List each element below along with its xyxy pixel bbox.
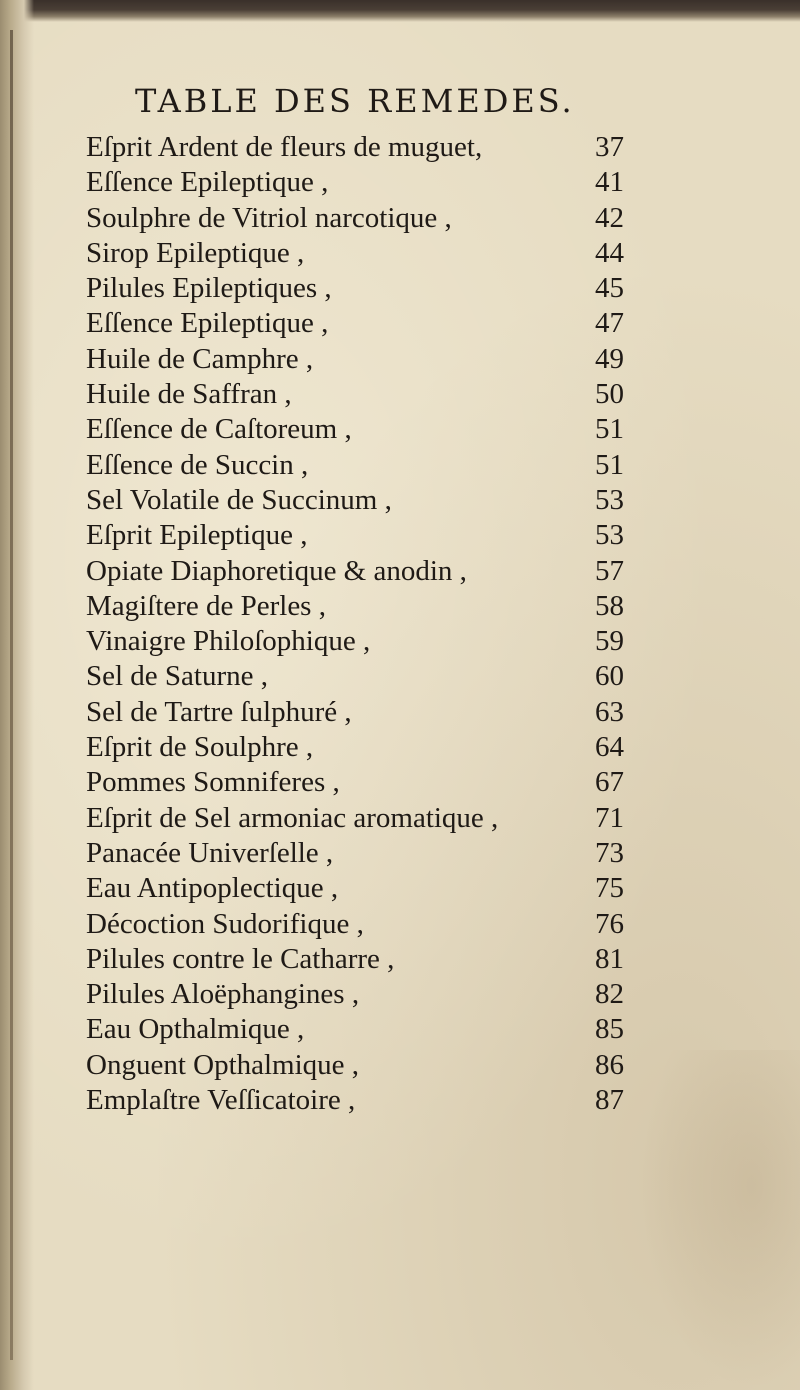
remedy-name: Eſſence Epileptique , <box>86 166 329 199</box>
remedy-name: Huile de Camphre , <box>86 342 314 375</box>
toc-entry <box>0 1083 800 1118</box>
remedy-name: Sirop Epileptique , <box>86 236 305 269</box>
remedy-name: Opiate Diaphoretique & anodin , <box>86 554 467 587</box>
toc-entry <box>0 342 800 377</box>
remedy-name: Onguent Opthalmique , <box>86 1048 360 1081</box>
page-number: 87 <box>595 1084 624 1117</box>
toc-entry <box>0 730 800 765</box>
toc-entry <box>0 695 800 730</box>
toc-entry <box>0 412 800 447</box>
page-number: 63 <box>595 695 624 728</box>
page-number: 59 <box>595 625 624 658</box>
remedy-name: Eſprit Epileptique , <box>86 519 308 552</box>
page-number: 51 <box>595 413 624 446</box>
remedy-name: Pilules Epileptiques , <box>86 272 332 305</box>
toc-entry <box>0 483 800 518</box>
page-number: 51 <box>595 448 624 481</box>
page-number: 86 <box>595 1048 624 1081</box>
remedy-name: Décoction Sudorifique , <box>86 907 364 940</box>
toc-entry <box>0 130 800 165</box>
page-number: 49 <box>595 342 624 375</box>
page-number: 64 <box>595 731 624 764</box>
page-number: 81 <box>595 942 624 975</box>
toc-entry <box>0 518 800 553</box>
toc-entry <box>0 554 800 589</box>
toc-entry <box>0 589 800 624</box>
remedy-name: Panacée Univerſelle , <box>86 836 334 869</box>
page-number: 85 <box>595 1013 624 1046</box>
page-number: 53 <box>595 483 624 516</box>
toc-entry <box>0 659 800 694</box>
toc-entry <box>0 624 800 659</box>
page-number: 44 <box>595 236 624 269</box>
remedies-table <box>0 130 800 1118</box>
remedy-name: Sel Volatile de Succinum , <box>86 483 392 516</box>
page-number: 53 <box>595 519 624 552</box>
toc-entry <box>0 165 800 200</box>
remedy-name: Vinaigre Philoſophique , <box>86 625 371 658</box>
remedy-name: Eau Antipoplectique , <box>86 872 339 905</box>
remedy-name: Eſſence de Succin , <box>86 448 309 481</box>
toc-entry <box>0 306 800 341</box>
page-number: 37 <box>595 131 624 163</box>
page-number: 82 <box>595 978 624 1011</box>
remedy-name: Pilules Aloëphangines , <box>86 978 360 1011</box>
page-number: 47 <box>595 307 624 340</box>
remedy-name: Eſſence Epileptique , <box>86 307 329 340</box>
remedy-name: Eſprit Ardent de fleurs de muguet, <box>86 131 483 163</box>
page-number: 42 <box>595 201 624 234</box>
toc-entry <box>0 765 800 800</box>
page-number: 45 <box>595 272 624 305</box>
page-number: 73 <box>595 836 624 869</box>
remedy-name: Magiſtere de Perles , <box>86 589 326 622</box>
toc-entry <box>0 448 800 483</box>
remedy-name: Eſprit de Sel armoniac aromatique , <box>86 801 499 834</box>
page-number: 58 <box>595 589 624 622</box>
remedy-name: Pilules contre le Catharre , <box>86 942 395 975</box>
remedy-name: Eſprit de Soulphre , <box>86 731 314 764</box>
toc-entry <box>0 871 800 906</box>
page-number: 57 <box>595 554 624 587</box>
page-number: 41 <box>595 166 624 199</box>
toc-entry <box>0 201 800 236</box>
toc-entry <box>0 377 800 412</box>
toc-entry <box>0 1048 800 1083</box>
toc-entry <box>0 236 800 271</box>
toc-entry <box>0 271 800 306</box>
page-title: TABLE DES REMEDES. <box>135 82 575 120</box>
remedy-name: Huile de Saffran , <box>86 378 292 411</box>
toc-entry <box>0 977 800 1012</box>
remedy-name: Sel de Saturne , <box>86 660 269 693</box>
page-number: 60 <box>595 660 624 693</box>
page-number: 50 <box>595 378 624 411</box>
toc-entry <box>0 836 800 871</box>
page-number: 71 <box>595 801 624 834</box>
page-number: 76 <box>595 907 624 940</box>
toc-entry <box>0 907 800 942</box>
top-binding-edge <box>0 0 800 22</box>
toc-entry <box>0 1012 800 1047</box>
remedy-name: Soulphre de Vitriol narcotique , <box>86 201 452 234</box>
page-number: 75 <box>595 872 624 905</box>
page-number: 67 <box>595 766 624 799</box>
remedy-name: Eſſence de Caſtoreum , <box>86 413 352 446</box>
remedy-name: Sel de Tartre ſulphuré , <box>86 695 352 728</box>
remedy-name: Eau Opthalmique , <box>86 1013 305 1046</box>
remedy-name: Pommes Somniferes , <box>86 766 340 799</box>
toc-entry <box>0 801 800 836</box>
toc-entry <box>0 942 800 977</box>
remedy-name: Emplaſtre Veſſicatoire , <box>86 1084 356 1117</box>
